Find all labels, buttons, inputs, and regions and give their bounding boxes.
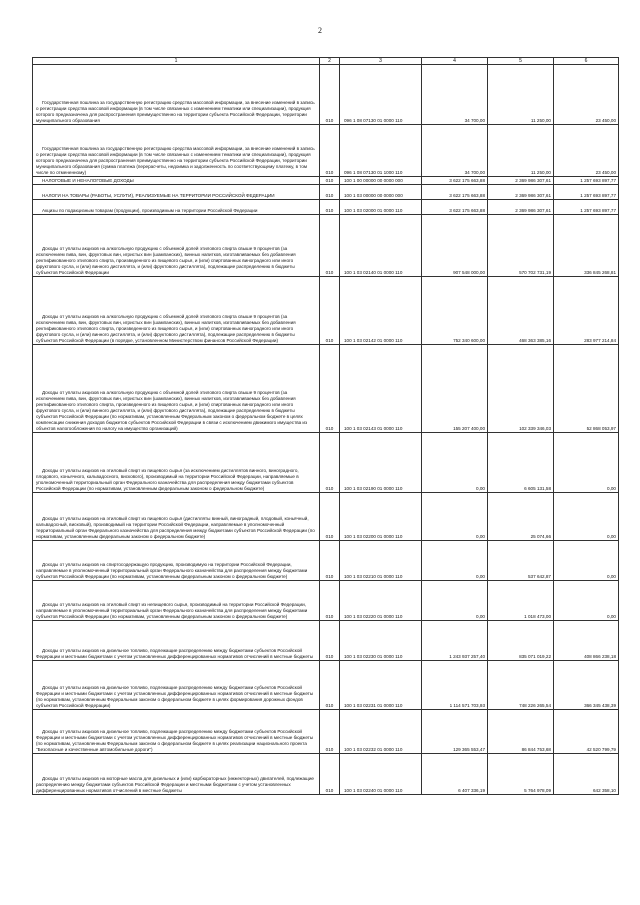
budget-code-cell: 100 1 03 02220 01 0000 110 xyxy=(340,581,422,621)
line-code-cell: 010 xyxy=(320,65,340,125)
table-row xyxy=(33,493,619,541)
row-name-text: НАЛОГОВЫЕ И НЕНАЛОГОВЫЕ ДОХОДЫ xyxy=(42,177,134,183)
unexecuted-amount-cell: 1 257 693 897,77 xyxy=(554,185,619,200)
line-code-cell: 010 xyxy=(320,661,340,710)
line-code-cell: 010 xyxy=(320,200,340,215)
unexecuted-amount-cell: 642 358,10 xyxy=(554,754,619,795)
row-name-cell xyxy=(33,493,320,541)
line-code-cell: 010 xyxy=(320,345,340,433)
row-name-cell xyxy=(33,185,320,200)
approved-amount-cell: 752 340 600,00 xyxy=(422,277,488,345)
row-name-text: Доходы от уплаты акцизов на алкогольную продукцию с объемной долей этилового спирта свыше 9 процентов (за исключением пива, вин, фруктовых вин, игристых вин (шампанских), винных напитков, изготавливаемых без добавления ректификованного этилового спирта, произведенного из пищевого сырья, и (или) спиртованных виноградного или иного фруктового сусла, и (или) винного дистиллята, и (или) фруктового дистиллята), подлежащие распределению в бюджеты субъектов Российской Федерации (в порядке, установленном Министерством финансов Российской Федерации) xyxy=(36,314,296,343)
column-header: 6 xyxy=(554,58,619,65)
header-row xyxy=(33,58,619,65)
executed-amount-cell: 86 844 753,68 xyxy=(488,710,554,754)
table-row xyxy=(33,177,619,185)
budget-code-cell: 100 1 03 02231 01 0000 110 xyxy=(340,661,422,710)
executed-amount-cell: 835 071 019,22 xyxy=(488,621,554,661)
line-code-cell: 010 xyxy=(320,433,340,493)
budget-code-cell: 100 1 03 02143 01 0000 110 xyxy=(340,345,422,433)
column-header: 4 xyxy=(422,58,488,65)
approved-amount-cell: 0,00 xyxy=(422,493,488,541)
table-row xyxy=(33,710,619,754)
table-body xyxy=(33,65,619,795)
row-name-cell xyxy=(33,177,320,185)
unexecuted-amount-cell: 0,00 xyxy=(554,541,619,581)
row-name-text: Доходы от уплаты акцизов на этиловый спирт из пищевого сырья (дистилляты винный, виноградный, плодовый, коньячный, кальвадосный, висковый), производимый на территории Российской Федерации, направляемые в уполномоченный территориальный орган Федерального казначейства для распределения между бюджетами субъектов Российской Федерации (по нормативам, установленным федеральным законом о федеральном бюджете) xyxy=(36,515,315,539)
table-row xyxy=(33,541,619,581)
budget-code-cell: 100 1 03 02140 01 0000 110 xyxy=(340,215,422,277)
row-name-cell xyxy=(33,541,320,581)
row-name-text: Доходы от уплаты акцизов на алкогольную продукцию с объемной долей этилового спирта свыше 9 процентов (за исключением пива, вин, фруктовых вин, игристых вин (шампанских), винных напитков, изготавливаемых без добавления ректификованного этилового спирта, произведенного из пищевого сырья, и (или) спиртованных виноградного или иного фруктового сусла, и (или) винного дистиллята, и (или) фруктового дистиллята), подлежащие распределению в бюджеты субъектов Российской Федерации (по нормативам, установленным Федеральным законом о федеральном бюджете в целях компенсации снижения доходов бюджетов субъектов Российской Федерации в связи с исключением движимого имущества из объектов налогообложения по налогу на имущество организаций) xyxy=(36,390,308,431)
row-name-cell xyxy=(33,125,320,177)
executed-amount-cell: 2 369 986 307,61 xyxy=(488,200,554,215)
column-header: 5 xyxy=(488,58,554,65)
approved-amount-cell: 0,00 xyxy=(422,541,488,581)
row-name-cell xyxy=(33,621,320,661)
approved-amount-cell: 6 407 336,19 xyxy=(422,754,488,795)
budget-code-cell: 100 1 03 02190 01 0000 110 xyxy=(340,433,422,493)
table-row xyxy=(33,433,619,493)
table-row xyxy=(33,185,619,200)
column-header: 3 xyxy=(340,58,422,65)
budget-code-cell: 100 1 03 02000 01 0000 110 xyxy=(340,200,422,215)
unexecuted-amount-cell: 0,00 xyxy=(554,581,619,621)
row-name-text: Доходы от уплаты акцизов на алкогольную продукцию с объемной долей этилового спирта свыше 9 процентов (за исключением пива, вин, фруктовых вин, игристых вин (шампанских), винных напитков, изготавливаемых без добавления ректификованного этилового спирта, произведенного из пищевого сырья, и (или) спиртованных виноградного или иного фруктового сусла, и (или) винного дистиллята, и (или) фруктового дистиллята), подлежащие распределению в бюджеты субъектов Российской Федерации xyxy=(36,246,296,275)
unexecuted-amount-cell: 1 257 693 897,77 xyxy=(554,177,619,185)
approved-amount-cell: 155 207 400,00 xyxy=(422,345,488,433)
line-code-cell: 010 xyxy=(320,621,340,661)
unexecuted-amount-cell: 52 868 053,97 xyxy=(554,345,619,433)
approved-amount-cell: 0,00 xyxy=(422,581,488,621)
row-name-cell xyxy=(33,65,320,125)
table-row xyxy=(33,581,619,621)
executed-amount-cell: 102 339 346,03 xyxy=(488,345,554,433)
table-row xyxy=(33,277,619,345)
budget-code-cell: 096 1 08 07130 01 1000 110 xyxy=(340,125,422,177)
approved-amount-cell: 3 622 175 663,88 xyxy=(422,200,488,215)
unexecuted-amount-cell: 283 977 214,84 xyxy=(554,277,619,345)
line-code-cell: 010 xyxy=(320,581,340,621)
unexecuted-amount-cell: 1 257 693 897,77 xyxy=(554,200,619,215)
budget-code-cell: 100 1 03 00000 00 0000 000 xyxy=(340,185,422,200)
approved-amount-cell: 34 700,00 xyxy=(422,65,488,125)
executed-amount-cell: 570 702 731,19 xyxy=(488,215,554,277)
executed-amount-cell: 6 605 131,58 xyxy=(488,433,554,493)
row-name-cell xyxy=(33,215,320,277)
budget-code-cell: 100 1 03 02232 01 0000 110 xyxy=(340,710,422,754)
budget-code-cell: 100 1 03 02142 01 0000 110 xyxy=(340,277,422,345)
table-row xyxy=(33,661,619,710)
unexecuted-amount-cell: 23 450,00 xyxy=(554,125,619,177)
table-row xyxy=(33,65,619,125)
line-code-cell: 010 xyxy=(320,493,340,541)
budget-code-cell: 096 1 08 07130 01 0000 110 xyxy=(340,65,422,125)
executed-amount-cell: 1 018 473,00 xyxy=(488,581,554,621)
row-name-text: Акцизы по подакцизным товарам (продукции), производимым на территории Российской Федерации xyxy=(42,207,258,213)
approved-amount-cell: 0,00 xyxy=(422,433,488,493)
line-code-cell: 010 xyxy=(320,185,340,200)
unexecuted-amount-cell: 0,00 xyxy=(554,433,619,493)
column-header: 1 xyxy=(33,58,320,65)
line-code-cell: 010 xyxy=(320,277,340,345)
table-row xyxy=(33,125,619,177)
budget-code-cell: 100 1 00 00000 00 0000 000 xyxy=(340,177,422,185)
approved-amount-cell: 1 243 937 257,40 xyxy=(422,621,488,661)
row-name-text: Государственная пошлина за государственную регистрацию средства массовой информации, за внесение изменений в запись о регистрации средства массовой информации (в том числе связанных с изменением тематики или специализации), продукция которого предназначена для распространения преимущественно на территории субъекта Российской Федерации, территории муниципального образования (сумма платежа (перерасчеты, недоимка и задолженность по соответствующему платежу, в том числе по отмененному) xyxy=(36,146,315,175)
budget-code-cell: 100 1 03 02200 01 0000 110 xyxy=(340,493,422,541)
line-code-cell: 010 xyxy=(320,177,340,185)
budget-code-cell: 100 1 03 02210 01 0000 110 xyxy=(340,541,422,581)
row-name-cell xyxy=(33,581,320,621)
executed-amount-cell: 11 250,00 xyxy=(488,65,554,125)
approved-amount-cell: 3 622 175 663,88 xyxy=(422,185,488,200)
line-code-cell: 010 xyxy=(320,541,340,581)
unexecuted-amount-cell: 42 520 799,79 xyxy=(554,710,619,754)
row-name-text: НАЛОГИ НА ТОВАРЫ (РАБОТЫ, УСЛУГИ), РЕАЛИЗУЕМЫЕ НА ТЕРРИТОРИИ РОССИЙСКОЙ ФЕДЕРАЦИИ xyxy=(42,192,275,198)
executed-amount-cell: 5 764 978,09 xyxy=(488,754,554,795)
executed-amount-cell: 2 369 986 307,61 xyxy=(488,177,554,185)
line-code-cell: 010 xyxy=(320,754,340,795)
table-row xyxy=(33,215,619,277)
row-name-cell xyxy=(33,710,320,754)
approved-amount-cell: 129 365 553,47 xyxy=(422,710,488,754)
approved-amount-cell: 907 548 000,00 xyxy=(422,215,488,277)
row-name-text: Доходы от уплаты акцизов на спиртосодержащую продукцию, производимую на территории Российской Федерации, направляемые в уполномоченный территориальный орган Федерального казначейства для распределения между бюджетами субъектов Российской Федерации (по нормативам, установленным федеральным законом о федеральном бюджете) xyxy=(36,561,308,579)
approved-amount-cell: 3 622 175 663,88 xyxy=(422,177,488,185)
row-name-cell xyxy=(33,754,320,795)
line-code-cell: 010 xyxy=(320,215,340,277)
executed-amount-cell: 25 074,66 xyxy=(488,493,554,541)
row-name-text: Доходы от уплаты акцизов на этиловый спирт из пищевого сырья (за исключением дистиллятов винного, виноградного, плодового, коньячного, кальвадосного, вискового), производимый на территории Российской Федерации, направляемые в уполномоченный территориальный орган Федерального казначейства для распределения между бюджетами субъектов Российской Федерации (по нормативам, установленным федеральным законом о федеральном бюджете) xyxy=(36,467,299,491)
executed-amount-cell: 537 642,87 xyxy=(488,541,554,581)
row-name-cell xyxy=(33,345,320,433)
budget-code-cell: 100 1 03 02240 01 0000 110 xyxy=(340,754,422,795)
line-code-cell: 010 xyxy=(320,710,340,754)
row-name-cell xyxy=(33,277,320,345)
table-row xyxy=(33,345,619,433)
executed-amount-cell: 2 369 986 307,61 xyxy=(488,185,554,200)
unexecuted-amount-cell: 0,00 xyxy=(554,493,619,541)
row-name-cell xyxy=(33,200,320,215)
row-name-text: Государственная пошлина за государственную регистрацию средства массовой информации, за внесение изменений в запись о регистрации средства массовой информации (в том числе связанных с изменением тематики или специализации), продукция которого предназначена для распространения преимущественно на территории субъекта Российской Федерации, территории муниципального образования xyxy=(36,99,315,123)
table-row xyxy=(33,754,619,795)
row-name-text: Доходы от уплаты акцизов на дизельное топливо, подлежащие распределению между бюджетами субъектов Российской Федерации и местными бюджетами с учетом установленных дифференцированных нормативов отчислений в местные бюджеты (по нормативам, установленным Федеральным законом о федеральном бюджете в целях реализации национального проекта "Безопасные и качественные автомобильные дороги") xyxy=(36,728,314,752)
table-row xyxy=(33,200,619,215)
page-number: 2 xyxy=(318,26,322,35)
unexecuted-amount-cell: 366 345 438,39 xyxy=(554,661,619,710)
row-name-cell xyxy=(33,433,320,493)
executed-amount-cell: 748 226 265,54 xyxy=(488,661,554,710)
row-name-text: Доходы от уплаты акцизов на моторные масла для дизельных и (или) карбюраторных (инжекторных) двигателей, подлежащие распределению между бюджетами субъектов Российской Федерации и местными бюджетами с учетом установленных дифференцированных нормативов отчислений в местные бюджеты xyxy=(36,775,314,793)
unexecuted-amount-cell: 23 450,00 xyxy=(554,65,619,125)
row-name-text: Доходы от уплаты акцизов на этиловый спирт из непищевого сырья, производимый на территории Российской Федерации, направляемые в уполномоченный территориальный орган Федерального казначейства для распределения между бюджетами субъектов Российской Федерации (по нормативам, установленным федеральным законом о федеральном бюджете) xyxy=(36,601,308,619)
budget-code-cell: 100 1 03 02230 01 0000 110 xyxy=(340,621,422,661)
unexecuted-amount-cell: 336 845 268,81 xyxy=(554,215,619,277)
table-row xyxy=(33,621,619,661)
row-name-cell xyxy=(33,661,320,710)
executed-amount-cell: 11 250,00 xyxy=(488,125,554,177)
row-name-text: Доходы от уплаты акцизов на дизельное топливо, подлежащие распределению между бюджетами субъектов Российской Федерации и местными бюджетами с учетом установленных дифференцированных нормативов отчислений в местные бюджеты (по нормативам, установленным Федеральным законом о федеральном бюджете в целях формирования дорожных фондов субъектов Российской Федерации) xyxy=(36,684,314,708)
unexecuted-amount-cell: 408 866 238,18 xyxy=(554,621,619,661)
row-name-text: Доходы от уплаты акцизов на дизельное топливо, подлежащие распределению между бюджетами субъектов Российской Федерации и местными бюджетами с учетом установленных дифференцированных нормативов отчислений в местные бюджеты xyxy=(36,647,314,659)
approved-amount-cell: 1 114 571 703,93 xyxy=(422,661,488,710)
income-report-table xyxy=(32,57,619,795)
line-code-cell: 010 xyxy=(320,125,340,177)
approved-amount-cell: 34 700,00 xyxy=(422,125,488,177)
column-header: 2 xyxy=(320,58,340,65)
executed-amount-cell: 468 363 385,16 xyxy=(488,277,554,345)
